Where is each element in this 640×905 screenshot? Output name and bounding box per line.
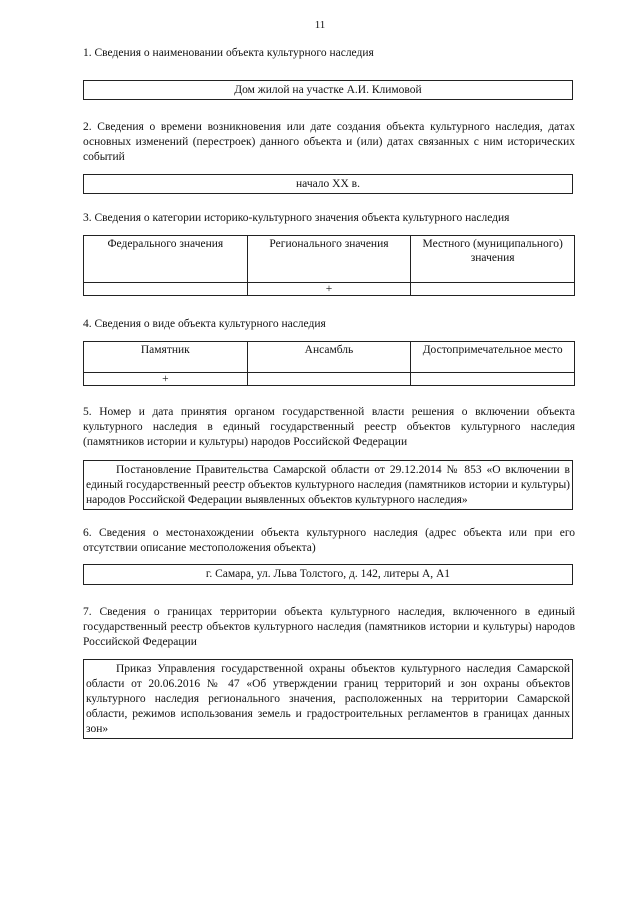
boundaries-field bbox=[83, 659, 573, 739]
category-table bbox=[83, 235, 575, 296]
type-landmark-mark bbox=[411, 373, 575, 386]
section-7-heading: 7. Сведения о границах территории объекта культурного наследия, включенного в единый государственный реестр объектов культурного наследия (памятников истории и культуры) народов Российской Федерации bbox=[83, 606, 575, 648]
object-type-header-row bbox=[84, 342, 575, 373]
creation-date-field bbox=[83, 174, 573, 194]
object-name-field bbox=[83, 80, 573, 100]
registry-decision-value: Постановление Правительства Самарской области от 29.12.2014 № 853 «О включении в единый государственный реестр объектов культурного наследия (памятников истории и культуры) народов Российской Федерации выявленных объектов культурного наследия» bbox=[86, 464, 570, 506]
section-3-heading: 3. Сведения о категории историко-культурного значения объекта культурного наследия bbox=[83, 212, 510, 224]
type-landmark-header: Достопримечательное место bbox=[411, 342, 575, 373]
type-monument-header: Памятник bbox=[84, 342, 248, 373]
section-4-heading: 4. Сведения о виде объекта культурного наследия bbox=[83, 318, 326, 330]
creation-date-value: начало XX в. bbox=[296, 178, 360, 190]
category-regional-header: Регионального значения bbox=[247, 236, 411, 283]
address-value: г. Самара, ул. Льва Толстого, д. 142, литеры А, А1 bbox=[205, 568, 451, 580]
category-federal-header: Федерального значения bbox=[84, 236, 248, 283]
object-type-table bbox=[83, 341, 575, 386]
section-2-heading: 2. Сведения о времени возникновения или дате создания объекта культурного наследия, датах основных изменений (перестроек) данного объекта и (или) датах связанных с ним исторических событий bbox=[83, 121, 575, 163]
category-regional-mark: + bbox=[247, 283, 411, 296]
object-type-value-row bbox=[84, 373, 575, 386]
boundaries-value: Приказ Управления государственной охраны объектов культурного наследия Самарской области от 20.06.2016 № 47 «Об утверждении границ территорий и зон охраны объектов культурного наследия регионального значения, расположенных на территории Самарской области, режимов использования земель и градостроительных регламентов в границах данных зон» bbox=[86, 663, 570, 735]
address-field bbox=[83, 564, 573, 585]
object-name-value: Дом жилой на участке А.И. Климовой bbox=[234, 84, 422, 96]
section-1-heading: 1. Сведения о наименовании объекта культурного наследия bbox=[83, 47, 374, 59]
registry-decision-field bbox=[83, 460, 573, 510]
category-local-mark bbox=[411, 283, 575, 296]
category-local-header: Местного (муниципального) значения bbox=[411, 236, 575, 283]
category-federal-mark bbox=[84, 283, 248, 296]
category-value-row bbox=[84, 283, 575, 296]
type-ensemble-header: Ансамбль bbox=[247, 342, 411, 373]
section-5-heading: 5. Номер и дата принятия органом государственной власти решения о включении объекта культурного наследия в единый государственный реестр объектов культурного наследия (памятников истории и культуры) народов Российской Федерации bbox=[83, 406, 575, 448]
page-number: 11 bbox=[314, 19, 326, 31]
category-header-row bbox=[84, 236, 575, 283]
section-6-heading: 6. Сведения о местонахождении объекта культурного наследия (адрес объекта или при его отсутствии описание местоположения объекта) bbox=[83, 527, 575, 554]
type-monument-mark: + bbox=[84, 373, 248, 386]
type-ensemble-mark bbox=[247, 373, 411, 386]
